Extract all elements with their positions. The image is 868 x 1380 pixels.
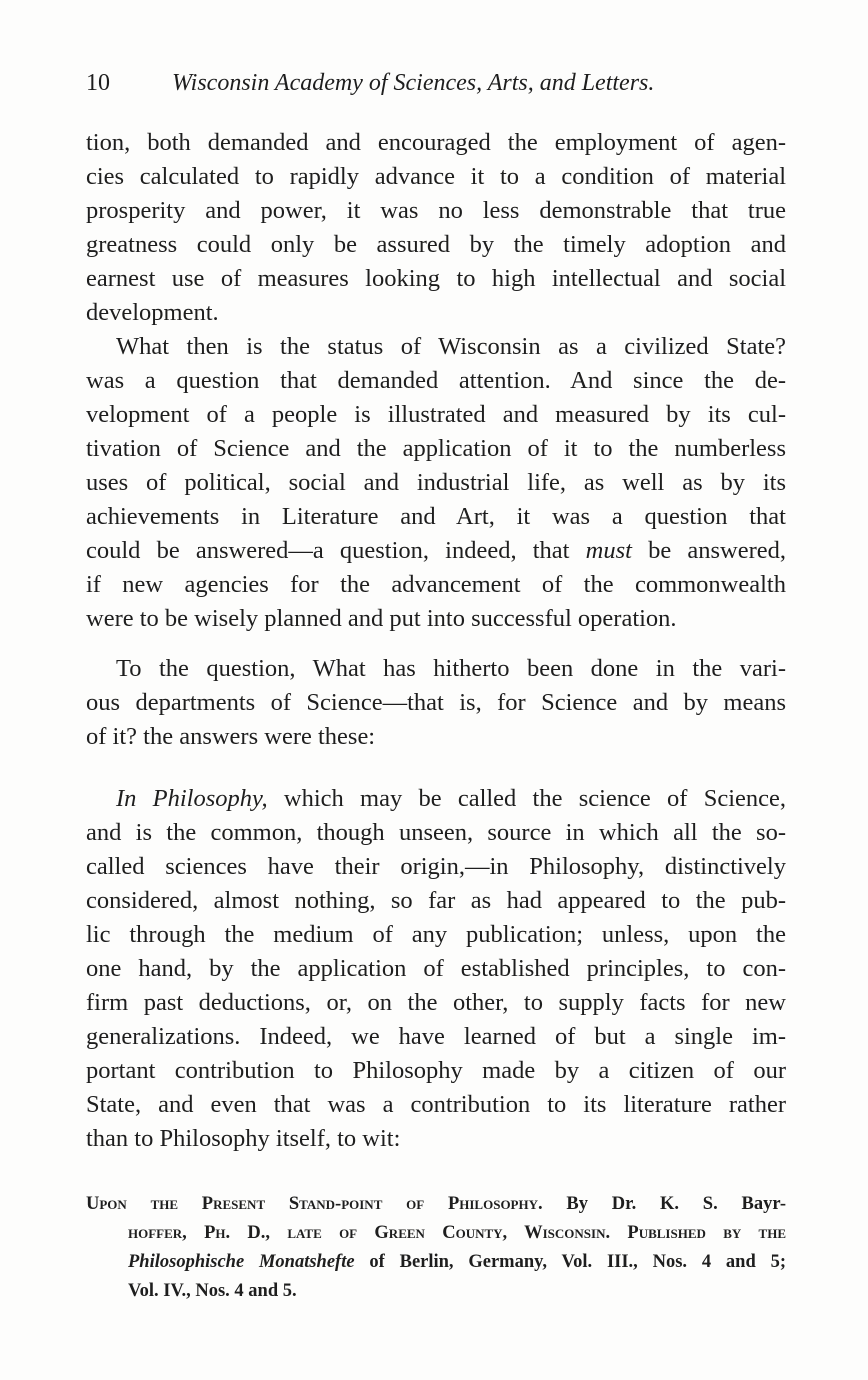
text-line-with-italic (86, 782, 786, 816)
citation-title: Upon the Present Stand-point of Philosophy. (86, 1194, 543, 1214)
text-line: portant contribution to Philosophy made by a citizen of our (86, 1057, 786, 1084)
text-line: What then is the status of Wisconsin as a civilized State? (116, 333, 786, 360)
text-line: if new agencies for the advancement of the commonwealth (86, 571, 786, 598)
text-line: than to Philosophy itself, to wit: (86, 1125, 401, 1152)
citation-line (86, 1248, 786, 1277)
text-line: tivation of Science and the application of it to the numberless (86, 435, 786, 462)
text-line-with-italic (86, 534, 786, 568)
text-line: velopment of a people is illustrated and measured by its cul- (86, 401, 786, 428)
citation-journal: Philosophische Monatshefte (128, 1252, 355, 1272)
citation-block (86, 1190, 786, 1306)
citation-line (86, 1190, 786, 1219)
text-line: generalizations. Indeed, we have learned of but a single im- (86, 1023, 786, 1050)
text-line: cies calculated to rapidly advance it to a condition of material (86, 163, 786, 190)
body-text (86, 126, 786, 1156)
text-line: considered, almost nothing, so far as had appeared to the pub- (86, 887, 786, 914)
text-segment: be answered, (631, 537, 786, 564)
text-line: were to be wisely planned and put into successful operation. (86, 605, 677, 632)
paragraph-continuation (86, 126, 786, 330)
text-line: ous departments of Science—that is, for Science and by means (86, 689, 786, 716)
page-number: 10 (86, 70, 110, 96)
citation-text: of Berlin, Germany, Vol. III., Nos. 4 and 5; (354, 1252, 786, 1272)
text-line: called sciences have their origin,—in Philosophy, distinctively (86, 853, 786, 880)
text-line: greatness could only be assured by the timely adoption and (86, 231, 786, 258)
running-head: Wisconsin Academy of Sciences, Arts, and Letters. (172, 70, 655, 96)
italic-word: must (585, 537, 632, 564)
italic-heading: In Philosophy, (116, 785, 268, 812)
text-line: lic through the medium of any publication; unless, upon the (86, 921, 786, 948)
text-line: of it? the answers were these: (86, 723, 376, 750)
text-line: State, and even that was a contribution to its literature rather (86, 1091, 786, 1118)
page-header (86, 70, 786, 106)
text-line: was a question that demanded attention. And since the de- (86, 367, 786, 394)
text-line: uses of political, social and industrial life, as well as by its (86, 469, 786, 496)
paragraph-status-of-wisconsin (86, 330, 786, 636)
text-line: achievements in Literature and Art, it was a question that (86, 503, 786, 530)
text-line: and is the common, though unseen, source in which all the so- (86, 819, 786, 846)
text-line: tion, both demanded and encouraged the employment of agen- (86, 129, 786, 156)
text-line: firm past deductions, or, on the other, to supply facts for new (86, 989, 786, 1016)
text-line: To the question, What has hitherto been done in the vari- (116, 655, 786, 682)
text-segment: could be answered—a question, indeed, that (86, 537, 586, 564)
paragraph-question (86, 652, 786, 754)
text-line: one hand, by the application of established principles, to con- (86, 955, 786, 982)
text-line: earnest use of measures looking to high intellectual and social (86, 265, 786, 292)
paragraph-philosophy (86, 782, 786, 1156)
text-line: development. (86, 299, 219, 326)
text-line: prosperity and power, it was no less demonstrable that true (86, 197, 786, 224)
citation-author: By Dr. K. S. Bayr- (542, 1194, 787, 1214)
text-segment: which may be called the science of Science, (267, 785, 787, 812)
citation-line: hoffer, Ph. D., late of Green County, Wisconsin. Published by the (128, 1223, 786, 1243)
citation-line: Vol. IV., Nos. 4 and 5. (128, 1281, 297, 1301)
